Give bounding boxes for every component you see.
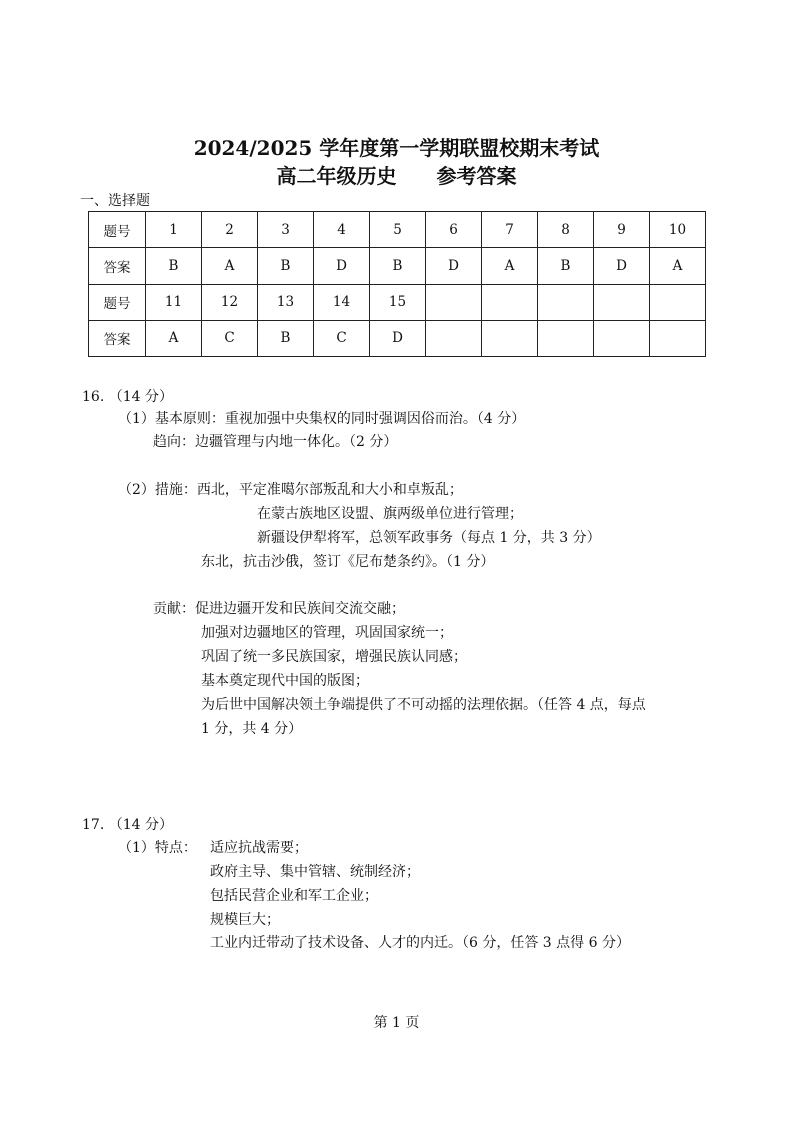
answer-cell: 4 [314, 212, 370, 248]
answer-cell: A [146, 320, 202, 356]
answer-cell: 9 [594, 212, 650, 248]
answer-cell [650, 284, 706, 320]
answer-cell [482, 284, 538, 320]
answer-cell: 8 [538, 212, 594, 248]
answer-cell: 14 [314, 284, 370, 320]
exam-title: 2024/2025 学年度第一学期联盟校期末考试 [193, 136, 600, 160]
q16-part2-measures-1: （2）措施：西北，平定准噶尔部叛乱和大小和卓叛乱； [118, 482, 463, 498]
answer-cell: B [258, 320, 314, 356]
answer-cell [538, 284, 594, 320]
answer-cell: C [202, 320, 258, 356]
row-label: 题号 [89, 212, 146, 248]
subject-label: 高二年级历史 [276, 164, 397, 188]
section-heading-choice: 一、选择题 [80, 193, 150, 209]
q16-contribution-4: 基本奠定现代中国的版图； [201, 673, 369, 689]
answer-cell: 5 [370, 212, 426, 248]
q16-contribution-1: 贡献：促进边疆开发和民族间交流交融； [153, 601, 405, 617]
q16-contribution-3: 巩固了统一多民族国家，增强民族认同感； [201, 649, 467, 665]
answer-cell: B [370, 248, 426, 284]
q17-feature-3: 包括民营企业和军工企业； [210, 888, 378, 904]
answer-table-row [89, 212, 706, 248]
answer-cell [594, 320, 650, 356]
answer-key-label: 参考答案 [436, 164, 517, 188]
answer-cell: B [258, 248, 314, 284]
q16-part2-measures-3: 新疆设伊犁将军，总领军政事务（每点 1 分，共 3 分） [257, 530, 601, 546]
q16-contribution-5: 为后世中国解决领土争端提供了不可动摇的法理依据。（任答 4 点，每点 [201, 697, 646, 713]
answer-cell [650, 320, 706, 356]
answer-table-row [89, 284, 706, 320]
answer-cell: A [482, 248, 538, 284]
answer-cell: A [650, 248, 706, 284]
answer-cell: D [314, 248, 370, 284]
answer-cell: 1 [146, 212, 202, 248]
row-label: 答案 [89, 320, 146, 356]
answer-cell: 10 [650, 212, 706, 248]
answer-cell: D [370, 320, 426, 356]
answer-cell: 13 [258, 284, 314, 320]
q16-part1-trend: 趋向：边疆管理与内地一体化。（2 分） [153, 434, 398, 450]
answer-cell: A [202, 248, 258, 284]
answer-cell: 12 [202, 284, 258, 320]
answer-table [88, 211, 706, 357]
answer-cell: 3 [258, 212, 314, 248]
row-label: 题号 [89, 284, 146, 320]
answer-cell: 11 [146, 284, 202, 320]
exam-subtitle [0, 160, 793, 189]
q17-feature-4: 规模巨大； [210, 912, 280, 928]
answer-cell: D [594, 248, 650, 284]
page-number: 第 1 页 [373, 1015, 420, 1031]
q17-part1-label: （1）特点： [118, 840, 197, 856]
answer-cell: D [426, 248, 482, 284]
q17-heading: 17. （14 分） [82, 817, 173, 833]
answer-cell: 2 [202, 212, 258, 248]
answer-cell [426, 284, 482, 320]
q16-part2-measures-2: 在蒙古族地区设盟、旗两级单位进行管理； [257, 506, 523, 522]
q16-contribution-2: 加强对边疆地区的管理，巩固国家统一； [201, 625, 453, 641]
answer-cell: 15 [370, 284, 426, 320]
answer-table-row [89, 248, 706, 284]
q16-part1-principle: （1）基本原则：重视加强中央集权的同时强调因俗而治。（4 分） [118, 411, 526, 427]
answer-cell [426, 320, 482, 356]
q16-contribution-6: 1 分，共 4 分） [201, 721, 303, 737]
q17-feature-5: 工业内迁带动了技术设备、人才的内迁。（6 分，任答 3 点得 6 分） [210, 935, 630, 951]
answer-cell: 7 [482, 212, 538, 248]
answer-cell: B [538, 248, 594, 284]
answer-cell [538, 320, 594, 356]
q16-heading: 16. （14 分） [82, 389, 173, 405]
q17-feature-1: 适应抗战需要； [210, 840, 308, 856]
answer-cell [594, 284, 650, 320]
answer-cell: C [314, 320, 370, 356]
answer-cell: B [146, 248, 202, 284]
q17-feature-2: 政府主导、集中管辖、统制经济； [210, 864, 420, 880]
answer-cell: 6 [426, 212, 482, 248]
answer-cell [482, 320, 538, 356]
row-label: 答案 [89, 248, 146, 284]
q16-part2-measures-4: 东北，抗击沙俄，签订《尼布楚条约》。（1 分） [201, 554, 495, 570]
answer-table-row [89, 320, 706, 356]
